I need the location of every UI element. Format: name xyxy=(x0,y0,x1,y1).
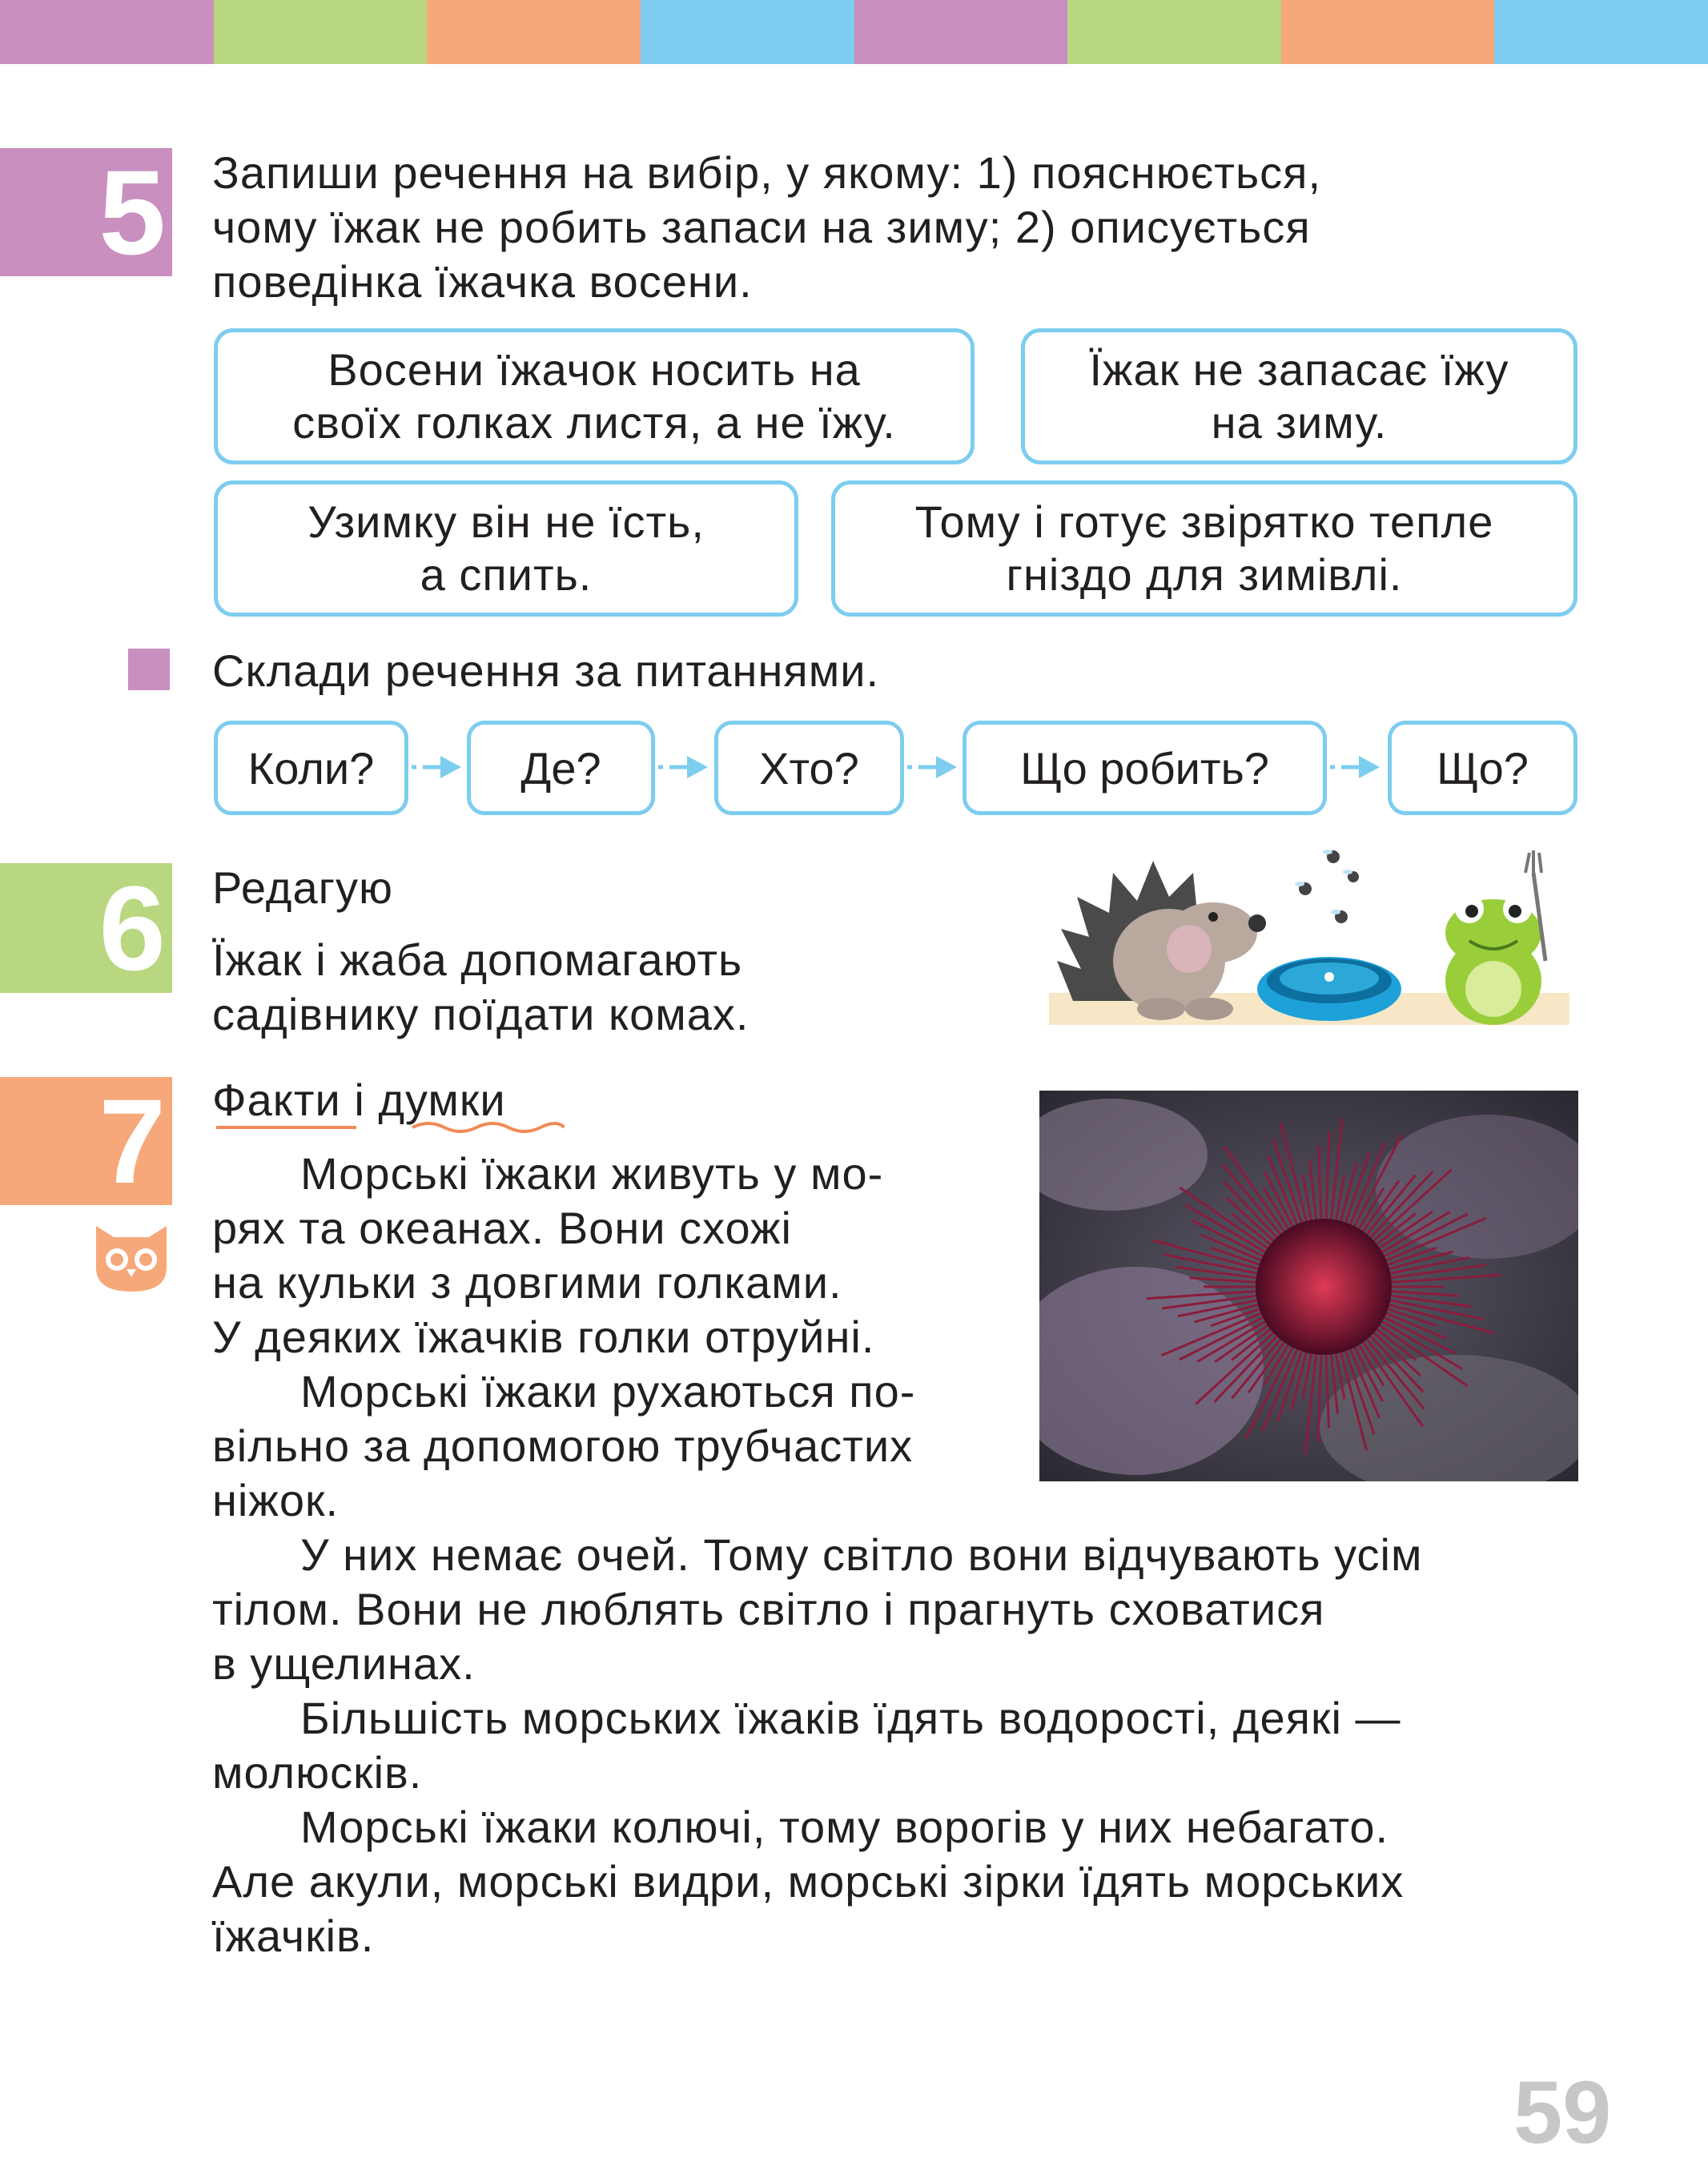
title-word-facts: Факти xyxy=(212,1075,341,1125)
paragraph-line: тілом. Вони не люблять світло і прагнуть сховатися xyxy=(212,1584,1325,1634)
paragraph-line: У них немає очей. Тому світло вони відчувають усім xyxy=(300,1529,1423,1580)
owl-icon xyxy=(90,1220,173,1293)
sentence-line: Їжак не запасає їжу xyxy=(1089,344,1509,395)
strip-segment xyxy=(1067,0,1281,64)
sea-urchin-photo xyxy=(1039,1091,1578,1481)
paragraph-line: Більшість морських їжаків їдять водорості, деякі — xyxy=(300,1693,1401,1743)
sentence-line: Тому і готує звірятко тепле xyxy=(914,496,1494,547)
title-word-thoughts: думки xyxy=(378,1075,506,1125)
strip-segment xyxy=(854,0,1068,64)
paragraph-line: на кульки з довгими голками. xyxy=(212,1257,842,1308)
question-label: Що? xyxy=(1437,742,1529,794)
question-box[interactable] xyxy=(714,721,904,815)
sentence-card[interactable] xyxy=(214,480,798,617)
arrow-right-icon xyxy=(655,753,714,782)
question-label: Хто? xyxy=(759,742,859,794)
arrow-right-icon xyxy=(408,753,467,782)
exercise-6-text xyxy=(212,933,750,1042)
paragraph-line: У деяких їжачків голки отруйні. xyxy=(212,1312,875,1362)
sentence-line: Узимку він не їсть, xyxy=(307,496,705,547)
strip-segment xyxy=(641,0,854,64)
exercise-5-instruction xyxy=(212,146,1573,309)
strip-segment xyxy=(427,0,641,64)
fly-icon xyxy=(1295,850,1359,923)
paragraph xyxy=(212,1528,1614,1963)
sentence-card[interactable] xyxy=(831,480,1577,617)
paragraph-line: рях та океанах. Вони схожі xyxy=(212,1203,792,1253)
sentence-line: гніздо для зимівлі. xyxy=(1006,549,1403,600)
sentence-line: на зиму. xyxy=(1211,397,1388,448)
exercise-7-number: 7 xyxy=(0,1077,172,1205)
question-box[interactable] xyxy=(1388,721,1577,815)
text-line: Їжак і жаба допомагають xyxy=(212,934,743,985)
title-word-and: і xyxy=(354,1075,365,1125)
frog-icon xyxy=(1445,850,1545,1025)
question-label: Де? xyxy=(520,742,601,794)
question-box[interactable] xyxy=(467,721,655,815)
sentence-card[interactable] xyxy=(214,328,975,464)
text-line: садівнику поїдати комах. xyxy=(212,989,750,1039)
title-underline xyxy=(212,1121,565,1140)
paragraph-line: в ущелинах. xyxy=(212,1638,476,1689)
question-box[interactable] xyxy=(214,721,408,815)
paragraph xyxy=(212,1147,1013,1528)
sentence-card[interactable] xyxy=(1021,328,1577,464)
subtask-marker xyxy=(128,649,170,690)
bowl-icon xyxy=(1257,957,1401,1021)
instruction-line: чому їжак не робить запаси на зиму; 2) описується xyxy=(212,202,1311,252)
paragraph-line: Морські їжаки рухаються по- xyxy=(300,1366,916,1417)
arrow-right-icon xyxy=(1327,753,1388,782)
strip-segment xyxy=(1494,0,1708,64)
paragraph-line: їжачків. xyxy=(212,1911,375,1961)
strip-segment xyxy=(214,0,428,64)
strip-segment xyxy=(0,0,214,64)
strip-segment xyxy=(1281,0,1495,64)
question-label: Що робить? xyxy=(1020,742,1269,794)
paragraph-line: Морські їжаки живуть у мо- xyxy=(300,1148,884,1199)
instruction-line: Запиши речення на вибір, у якому: 1) пояснюється, xyxy=(212,147,1322,198)
sentence-line: своїх голках листя, а не їжу. xyxy=(292,397,896,448)
paragraph-line: Але акули, морські видри, морські зірки їдять морських xyxy=(212,1856,1405,1907)
paragraph-line: Морські їжаки колючі, тому ворогів у них небагато. xyxy=(300,1802,1389,1852)
sentence-line: а спить. xyxy=(420,549,593,600)
exercise-6-number: 6 xyxy=(0,863,172,993)
exercise-5-number: 5 xyxy=(0,148,172,276)
question-box[interactable] xyxy=(963,721,1327,815)
exercise-7-title xyxy=(212,1073,506,1127)
arrow-right-icon xyxy=(904,753,963,782)
subtask-instruction: Склади речення за питаннями. xyxy=(212,645,880,696)
page-number: 59 xyxy=(1513,2063,1612,2162)
paragraph-line: вільно за допомогою трубчастих xyxy=(212,1421,914,1471)
top-color-strip xyxy=(0,0,1708,64)
instruction-line: поведінка їжачка восени. xyxy=(212,256,753,307)
exercise-6-title: Редагую xyxy=(212,862,394,913)
question-label: Коли? xyxy=(247,742,375,794)
hedgehog-frog-illustration xyxy=(1041,841,1577,1041)
sentence-line: Восени їжачок носить на xyxy=(328,344,861,395)
paragraph-line: ніжок. xyxy=(212,1475,340,1525)
paragraph-line: молюсків. xyxy=(212,1747,423,1798)
